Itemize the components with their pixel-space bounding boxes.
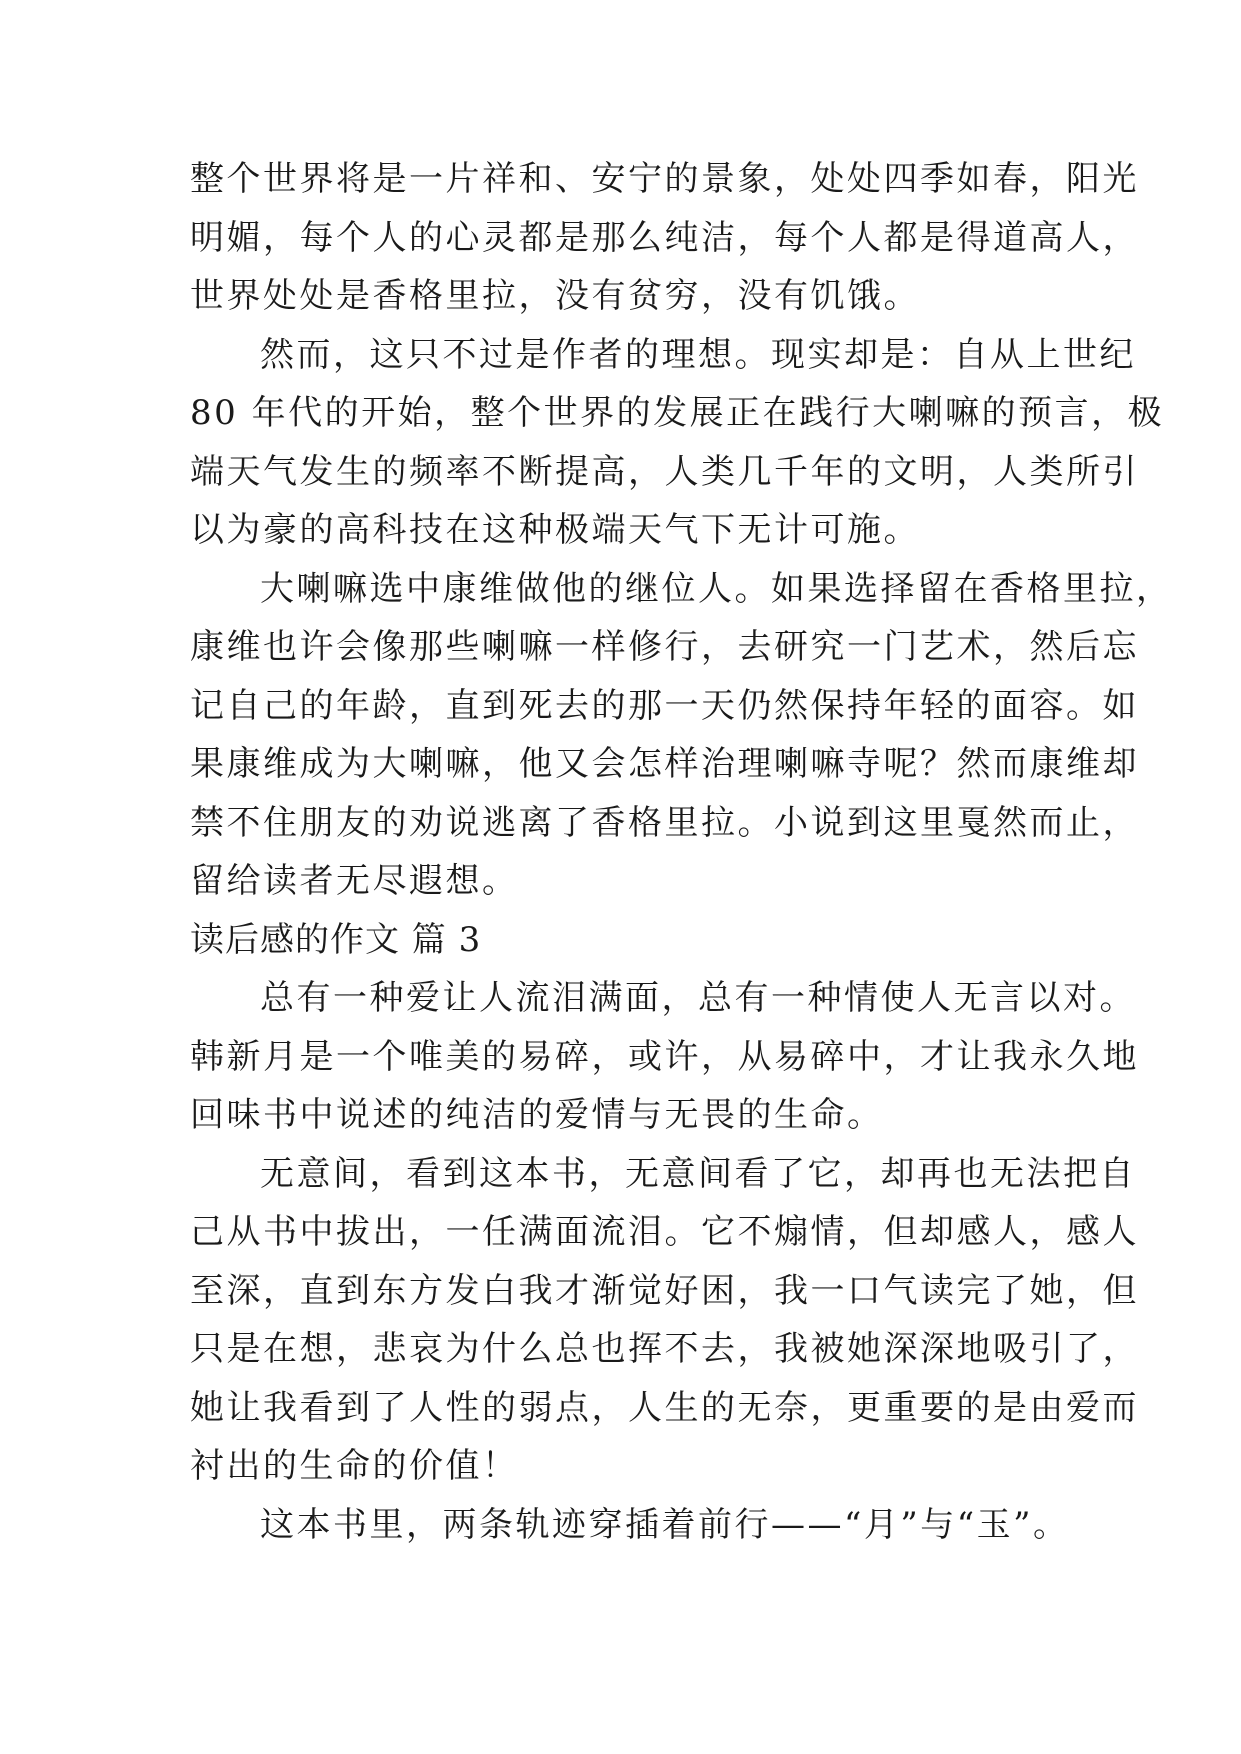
text-line: 记自己的年龄，直到死去的那一天仍然保持年轻的面容。如 (190, 685, 1139, 726)
text-line: 至深，直到东方发白我才渐觉好困，我一口气读完了她，但 (190, 1270, 1139, 1311)
paragraph-first-line: 然而，这只不过是作者的理想。现实却是：自从上世纪 (260, 334, 1136, 375)
section-heading: 读后感的作文 篇 3 (190, 919, 482, 960)
text-line: 整个世界将是一片祥和、安宁的景象，处处四季如春，阳光 (190, 159, 1139, 199)
paragraph-first-line: 这本书里，两条轨迹穿插着前行——“月”与“玉”。 (260, 1504, 1070, 1545)
text-line: 衬出的生命的价值！ (190, 1446, 519, 1486)
paragraph-first-line: 无意间，看到这本书，无意间看了它，却再也无法把自 (260, 1153, 1136, 1194)
paragraph-first-line: 大喇嘛选中康维做他的继位人。如果选择留在香格里拉， (260, 568, 1173, 609)
text-line: 康维也许会像那些喇嘛一样修行，去研究一门艺术，然后忘 (190, 627, 1139, 667)
text-line: 韩新月是一个唯美的易碎，或许，从易碎中，才让我永久地 (190, 1036, 1139, 1077)
text-line: 以为豪的高科技在这种极端天气下无计可施。 (190, 510, 920, 550)
text-line: 80 年代的开始，整个世界的发展正在践行大喇嘛的预言，极 (190, 393, 1165, 433)
text-line: 只是在想，悲哀为什么总也挥不去，我被她深深地吸引了， (190, 1329, 1139, 1369)
text-line: 己从书中拔出，一任满面流泪。它不煽情，但却感人，感人 (190, 1212, 1139, 1252)
paragraph-first-line: 总有一种爱让人流泪满面，总有一种情使人无言以对。 (260, 978, 1136, 1018)
text-line: 明媚，每个人的心灵都是那么纯洁，每个人都是得道高人， (190, 217, 1139, 258)
document-body (190, 150, 1173, 1554)
text-line: 禁不住朋友的劝说逃离了香格里拉。小说到这里戛然而止， (190, 802, 1139, 843)
text-line: 端天气发生的频率不断提高，人类几千年的文明，人类所引 (190, 451, 1139, 492)
text-line: 留给读者无尽遐想。 (190, 861, 519, 901)
text-line: 世界处处是香格里拉，没有贫穷，没有饥饿。 (190, 276, 920, 316)
text-line: 果康维成为大喇嘛，他又会怎样治理喇嘛寺呢？然而康维却 (190, 744, 1139, 784)
text-line: 回味书中说述的纯洁的爱情与无畏的生命。 (190, 1095, 884, 1135)
text-line: 她让我看到了人性的弱点，人生的无奈，更重要的是由爱而 (190, 1387, 1139, 1428)
